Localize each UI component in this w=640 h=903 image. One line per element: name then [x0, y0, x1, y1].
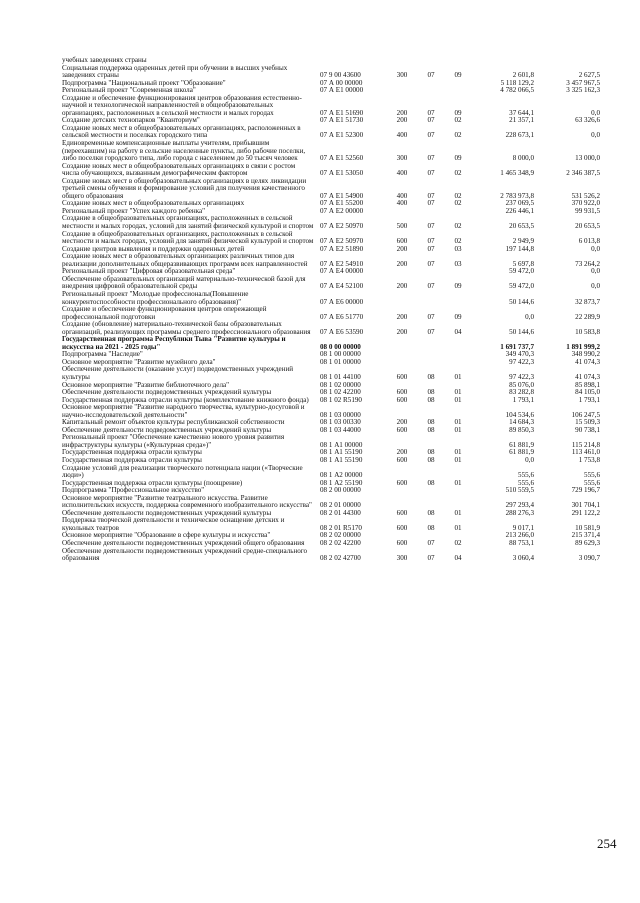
row-code: 08 1 02 00000: [320, 380, 361, 389]
row-subsection: 04: [454, 554, 462, 563]
table-row: [62, 95, 602, 118]
row-sum-year-2: 301 704,1: [571, 501, 600, 510]
row-sum-year-2: 0,0: [591, 244, 600, 253]
table-row: [62, 404, 602, 419]
row-section: 08: [427, 455, 435, 464]
row-sum-year-2: 0,0: [591, 108, 600, 117]
row-code: 08 1 02 42200: [320, 388, 361, 397]
row-code: 07 А 00 00000: [320, 78, 363, 87]
row-expense-type: 600: [396, 388, 408, 397]
row-section: 07: [427, 259, 435, 268]
table-row: [62, 306, 602, 321]
row-sum-year-2: 89 629,3: [575, 539, 600, 547]
row-code: 07 А Е6 00000: [320, 297, 364, 306]
row-sum-year-2: 2 627,5: [578, 71, 600, 80]
table-row: [62, 140, 602, 163]
row-name: Региональный проект "Цифровая образовательная среда": [62, 267, 236, 276]
row-name: Государственная поддержка отрасли культуры (поощрение): [62, 478, 243, 487]
table-row: [62, 465, 602, 480]
row-section: 08: [427, 523, 435, 532]
row-code: 08 1 03 44000: [320, 425, 361, 434]
row-subsection: 01: [454, 455, 462, 464]
row-expense-type: 200: [396, 108, 408, 117]
row-name: Создание в общеобразовательных организациях, расположенных в сельской местности и малых городах, условий для занятий физической культурой и спортом: [62, 214, 314, 231]
row-name: Подпрограмма "Наследие": [62, 350, 143, 359]
row-code: 07 А Е2 51890: [320, 244, 364, 253]
row-name: Создание центров выявления и поддержки одаренных детей: [62, 244, 245, 253]
row-code: 08 1 А1 00000: [320, 440, 363, 449]
row-name: Обеспечение деятельности подведомственных учреждений культуры: [62, 508, 272, 517]
row-section: 08: [427, 448, 435, 457]
row-subsection: 03: [454, 259, 462, 268]
table-row: [62, 163, 602, 178]
row-subsection: 01: [454, 372, 462, 381]
row-name: Подпрограмма "Профессиональное искусство": [62, 486, 205, 495]
row-name: Обеспечение деятельности подведомственных учреждений средне-специального образования: [62, 546, 308, 563]
row-sum-year-1: 0,0: [525, 455, 534, 464]
row-sum-year-2: 0,0: [591, 131, 600, 140]
row-subsection: 09: [454, 108, 462, 117]
row-name: Создание новых мест в общеобразовательных организациях в связи с ростом числа обучающихся, вызванным демографическим фактором: [62, 161, 296, 178]
table-row: [62, 231, 602, 246]
row-code: 07 А Е4 00000: [320, 267, 364, 276]
row-section: 07: [427, 312, 435, 321]
row-section: 08: [427, 372, 435, 381]
row-expense-type: 600: [396, 539, 408, 547]
row-name: Создание новых мест в общеобразовательных организациях в целях ликвидации третьей смены обучения и формирование условий для получения качественного общего образования: [62, 176, 307, 200]
row-name: Региональный проект "Обеспечение качественно нового уровня развития инфраструктуры культуры («Культурная среда»)": [62, 433, 285, 449]
row-name: Создание детских технопарков "Кванториум": [62, 116, 200, 125]
row-name: Подпрограмма "Национальный проект "Образование": [62, 78, 226, 87]
row-sum-year-2: 1 891 999,2: [566, 342, 600, 351]
row-section: 08: [427, 395, 435, 404]
row-sum-year-1: 228 673,1: [505, 131, 534, 140]
row-subsection: 01: [454, 418, 462, 427]
row-subsection: 01: [454, 448, 462, 457]
row-sum-year-2: 370 922,0: [571, 199, 600, 208]
table-row: [62, 434, 602, 449]
row-name: Основное мероприятие "Развитие библиотечного дела": [62, 380, 230, 389]
row-expense-type: 200: [396, 418, 408, 427]
row-sum-year-1: 85 076,0: [509, 380, 534, 389]
row-expense-type: 200: [396, 282, 408, 291]
table-row: [62, 366, 602, 381]
row-sum-year-1: 21 357,1: [509, 116, 534, 125]
row-code: 08 1 03 00330: [320, 418, 361, 427]
row-subsection: 04: [454, 327, 462, 336]
row-section: 08: [427, 478, 435, 487]
table-row: [62, 125, 602, 140]
row-sum-year-2: 1 793,1: [578, 395, 600, 404]
row-section: 08: [427, 425, 435, 434]
row-code: 08 2 01 00000: [320, 501, 361, 510]
row-code: 07 А Е2 50970: [320, 222, 364, 231]
row-code: 08 2 01 44300: [320, 508, 361, 517]
row-name: Обеспечение деятельности (оказание услуг) подведомственных учреждений культуры: [62, 365, 294, 381]
row-name: Государственная программа Республики Тыва "Развитие культуры и искусства на 2021 - 2025 годы": [62, 335, 286, 351]
row-subsection: 02: [454, 169, 462, 178]
row-subsection: 01: [454, 508, 462, 517]
row-section: 07: [427, 154, 435, 163]
row-sum-year-1: 3 060,4: [512, 554, 534, 563]
row-sum-year-1: 349 470,3: [505, 350, 534, 359]
row-code: 07 А Е6 51770: [320, 312, 364, 321]
row-sum-year-2: 41 074,3: [575, 372, 600, 381]
row-sum-year-1: 20 653,5: [509, 222, 534, 231]
row-section: 07: [427, 539, 435, 547]
row-expense-type: 400: [396, 191, 408, 200]
row-code: 08 1 02 R5190: [320, 395, 362, 404]
row-expense-type: 300: [396, 154, 408, 163]
row-sum-year-2: 215 371,4: [571, 531, 600, 540]
row-name: Создание условий для реализации творческого потенциала нации («Творческие люди»): [62, 463, 303, 480]
row-code: 08 2 02 42200: [320, 539, 361, 547]
row-code: 07 А Е1 00000: [320, 86, 364, 95]
row-name: Государственная поддержка отрасли культуры (комплектование книжного фонда): [62, 395, 309, 404]
row-subsection: 02: [454, 222, 462, 231]
row-section: 07: [427, 237, 435, 246]
row-name: Создание новых мест в общеобразовательных организациях, расположенных в сельской местности и поселках городского типа: [62, 123, 301, 140]
page-number: 254: [597, 836, 617, 851]
row-name: Региональный проект "Молодые профессионалы(Повышение конкурентоспособности профессионального образования)": [62, 289, 249, 306]
row-name: Основное мероприятие "Развитие народного творчества, культурно-досуговой и научно-исследовательской деятельности": [62, 403, 305, 419]
table-row: [62, 321, 602, 336]
table-row: [62, 276, 602, 291]
row-expense-type: 300: [396, 71, 408, 80]
row-code: 08 2 01 R5170: [320, 523, 362, 532]
row-subsection: 09: [454, 312, 462, 321]
row-expense-type: 400: [396, 169, 408, 178]
row-code: 08 2 02 00000: [320, 531, 361, 540]
row-expense-type: 600: [396, 372, 408, 381]
row-name: Создание и обеспечение функционирования центров опережающей профессиональной подготовки: [62, 305, 267, 321]
row-name: Создание новых мест в образовательных организациях различных типов для реализации дополнительных общеразвивающих программ всех направленностей: [62, 252, 308, 268]
row-sum-year-1: 555,6: [518, 478, 534, 487]
row-code: 08 1 А2 55190: [320, 478, 363, 487]
row-subsection: 02: [454, 539, 462, 547]
row-code: 08 0 00 00000: [320, 342, 361, 351]
row-name: Обеспечение образовательных организаций материально-технической базой для внедрения цифровой образовательной среды: [62, 274, 306, 291]
row-sum-year-1: 2 949,9: [512, 237, 534, 246]
row-name: Создание (обновление) материально-технической базы образовательных организаций, реализующих программы среднего профессионального образования: [62, 320, 311, 336]
row-expense-type: 600: [396, 395, 408, 404]
row-subsection: 02: [454, 237, 462, 246]
row-sum-year-2: 13 000,0: [575, 154, 600, 163]
row-sum-year-1: 89 850,3: [509, 425, 534, 434]
row-sum-year-1: 2 783 973,8: [500, 191, 534, 200]
row-subsection: 01: [454, 395, 462, 404]
row-subsection: 09: [454, 282, 462, 291]
row-expense-type: 600: [396, 478, 408, 487]
row-section: 08: [427, 508, 435, 517]
row-sum-year-2: 73 264,2: [575, 259, 600, 268]
row-section: 07: [427, 169, 435, 178]
row-sum-year-2: 10 583,8: [575, 327, 600, 336]
row-sum-year-1: 1 465 348,9: [500, 169, 534, 178]
row-name: Создание в общеобразовательных организациях, расположенных в сельской местности и малых городах, условий для занятий физической культурой и спортом: [62, 229, 314, 246]
row-sum-year-2: 3 457 967,5: [566, 78, 600, 87]
table-row: [62, 253, 602, 268]
row-sum-year-2: 32 873,7: [575, 297, 600, 306]
row-expense-type: 500: [396, 222, 408, 231]
row-name: Единовременные компенсационные выплаты учителям, прибывшим (переехавшим) на работу в сельские населенные пункты, либо рабочие поселки, либо поселки городского типа, либо города с населением до 50 тысяч человек: [62, 139, 306, 163]
row-sum-year-2: 0,0: [591, 267, 600, 276]
row-sum-year-2: 729 196,7: [571, 486, 600, 495]
row-subsection: 02: [454, 131, 462, 140]
row-subsection: 01: [454, 478, 462, 487]
row-code: 07 А Е1 52300: [320, 131, 364, 140]
row-name: Капитальный ремонт объектов культуры республиканской собственности: [62, 418, 285, 427]
row-name: Обеспечение деятельности подведомственных учреждений общего образования: [62, 539, 305, 547]
row-sum-year-1: 288 276,3: [505, 508, 534, 517]
row-sum-year-2: 41 074,3: [575, 357, 600, 366]
row-code: 07 А Е1 53050: [320, 169, 364, 178]
row-name: Региональный проект "Успех каждого ребенка": [62, 206, 206, 215]
row-sum-year-1: 9 017,1: [512, 523, 534, 532]
row-subsection: 02: [454, 191, 462, 200]
row-name: Обеспечение деятельности подведомственных учреждений культуры: [62, 388, 272, 397]
row-code: 08 2 00 00000: [320, 486, 361, 495]
row-sum-year-2: 90 738,1: [575, 425, 600, 434]
row-sum-year-1: 4 782 066,5: [500, 86, 534, 95]
row-expense-type: 400: [396, 131, 408, 140]
row-name: Основное мероприятие "Развитие музейного дела": [62, 357, 216, 366]
table-row: [62, 517, 602, 532]
row-name: Обеспечение деятельности подведомственных учреждений культуры: [62, 425, 272, 434]
table-row: [62, 495, 602, 510]
row-sum-year-1: 510 559,5: [505, 486, 534, 495]
row-sum-year-2: 106 247,5: [571, 410, 600, 419]
row-sum-year-1: 0,0: [525, 312, 534, 321]
row-sum-year-1: 14 684,3: [509, 418, 534, 427]
row-sum-year-1: 8 000,0: [512, 154, 534, 163]
row-subsection: 02: [454, 116, 462, 125]
row-sum-year-2: 115 214,8: [571, 440, 600, 449]
row-code: 08 1 01 00000: [320, 357, 361, 366]
row-name: Государственная поддержка отрасли культуры: [62, 448, 202, 457]
row-expense-type: 600: [396, 425, 408, 434]
row-name: Региональный проект "Современная школа": [62, 86, 196, 95]
row-subsection: 02: [454, 199, 462, 208]
row-name: Основное мероприятие "Развитие театрального искусства. Развитие исполнительских искусств, поддержка современного изобразительного искусства": [62, 493, 312, 510]
row-sum-year-1: 1 691 737,7: [500, 342, 534, 351]
row-code: 07 А Е4 52100: [320, 282, 364, 291]
row-sum-year-1: 555,6: [518, 471, 534, 480]
row-section: 07: [427, 116, 435, 125]
row-code: 07 А Е2 54910: [320, 259, 364, 268]
row-code: 07 А Е1 52560: [320, 154, 364, 163]
row-sum-year-2: 15 509,3: [575, 418, 600, 427]
row-code: 07 А Е1 51730: [320, 116, 364, 125]
row-expense-type: 600: [396, 237, 408, 246]
row-section: 07: [427, 191, 435, 200]
row-sum-year-1: 226 446,1: [505, 206, 534, 215]
row-code: 07 А Е1 55200: [320, 199, 364, 208]
row-section: 07: [427, 222, 435, 231]
row-sum-year-1: 104 534,6: [505, 410, 534, 419]
table-row: [62, 178, 602, 201]
row-sum-year-1: 5 118 129,2: [500, 78, 534, 87]
row-sum-year-2: 291 122,2: [571, 508, 600, 517]
row-code: 08 1 А2 00000: [320, 471, 363, 480]
row-sum-year-1: 88 753,1: [509, 539, 534, 547]
row-name: Основное мероприятие "Образование в сфере культуры и искусства": [62, 531, 271, 540]
row-sum-year-2: 2 346 387,5: [566, 169, 600, 178]
row-code: 08 1 А1 55190: [320, 448, 363, 457]
row-code: 08 1 00 00000: [320, 350, 361, 359]
row-sum-year-1: 61 881,9: [509, 440, 534, 449]
row-name: учебных заведениях страны: [62, 56, 147, 64]
row-section: 07: [427, 327, 435, 336]
table-row: [62, 548, 602, 563]
row-sum-year-2: 3 090,7: [578, 554, 600, 563]
row-sum-year-2: 348 990,2: [571, 350, 600, 359]
row-sum-year-1: 97 422,3: [509, 372, 534, 381]
row-code: 07 А Е6 53590: [320, 327, 364, 336]
row-sum-year-1: 213 266,0: [505, 531, 534, 540]
row-sum-year-1: 37 644,1: [509, 108, 534, 117]
row-sum-year-2: 1 753,8: [578, 455, 600, 464]
row-sum-year-2: 22 289,9: [575, 312, 600, 321]
row-section: 07: [427, 199, 435, 208]
row-code: 08 1 01 44100: [320, 372, 361, 381]
budget-table: [62, 57, 602, 563]
row-code: 08 2 02 42700: [320, 554, 361, 563]
row-code: 07 А Е1 54900: [320, 191, 364, 200]
row-sum-year-1: 1 793,1: [512, 395, 534, 404]
row-sum-year-1: 2 601,8: [512, 71, 534, 80]
row-sum-year-2: 6 013,8: [578, 237, 600, 246]
row-expense-type: 200: [396, 327, 408, 336]
table-row: [62, 291, 602, 306]
row-subsection: 01: [454, 425, 462, 434]
row-code: 07 9 00 43600: [320, 71, 361, 80]
row-sum-year-1: 197 144,8: [505, 244, 534, 253]
row-sum-year-1: 50 144,6: [509, 297, 534, 306]
table-row: [62, 215, 602, 230]
row-sum-year-1: 297 293,4: [505, 501, 534, 510]
row-section: 07: [427, 282, 435, 291]
row-expense-type: 600: [396, 455, 408, 464]
row-code: 07 А Е2 00000: [320, 206, 364, 215]
row-sum-year-2: 99 931,5: [575, 206, 600, 215]
row-subsection: 01: [454, 523, 462, 532]
row-expense-type: 200: [396, 116, 408, 125]
row-sum-year-1: 61 881,9: [509, 448, 534, 457]
row-sum-year-2: 3 325 162,3: [566, 86, 600, 95]
row-sum-year-2: 85 898,1: [575, 380, 600, 389]
row-sum-year-1: 5 697,8: [512, 259, 534, 268]
row-subsection: 09: [454, 71, 462, 80]
row-expense-type: 200: [396, 259, 408, 268]
row-sum-year-1: 59 472,0: [509, 282, 534, 291]
row-name: Создание и обеспечение функционирования центров образования естественно-научной и технологической направленностей в общеобразовательных организациях, расположенных в сельской местности и малых городах: [62, 93, 302, 117]
row-expense-type: 200: [396, 312, 408, 321]
row-name: Создание новых мест в общеобразовательных организациях: [62, 199, 245, 208]
row-expense-type: 200: [396, 448, 408, 457]
row-name: Государственная поддержка отрасли культуры: [62, 455, 202, 464]
row-expense-type: 200: [396, 244, 408, 253]
row-sum-year-1: 237 069,5: [505, 199, 534, 208]
row-expense-type: 400: [396, 199, 408, 208]
row-sum-year-1: 50 144,6: [509, 327, 534, 336]
row-sum-year-2: 531 526,2: [571, 191, 600, 200]
row-section: 08: [427, 418, 435, 427]
row-section: 07: [427, 131, 435, 140]
row-section: 07: [427, 244, 435, 253]
row-code: 08 1 А1 55190: [320, 455, 363, 464]
table-row: [62, 336, 602, 351]
row-code: 07 А Е1 51690: [320, 108, 364, 117]
row-subsection: 01: [454, 388, 462, 397]
row-sum-year-2: 63 326,6: [575, 116, 600, 125]
row-name: Социальная поддержка одаренных детей при обучении в высших учебных заведениях страны: [62, 63, 288, 80]
row-expense-type: 600: [396, 508, 408, 517]
row-section: 07: [427, 71, 435, 80]
table-row: [62, 65, 602, 80]
row-name: Поддержка творческой деятельности и техническое оснащение детских и кукольных театров: [62, 516, 285, 532]
row-expense-type: 300: [396, 554, 408, 563]
row-sum-year-2: 84 105,0: [575, 388, 600, 397]
row-code: 07 А Е2 50970: [320, 237, 364, 246]
row-sum-year-2: 10 581,9: [575, 523, 600, 532]
row-code: 08 1 03 00000: [320, 410, 361, 419]
row-sum-year-2: 555,6: [584, 471, 600, 480]
row-section: 07: [427, 108, 435, 117]
row-section: 07: [427, 554, 435, 563]
row-sum-year-1: 83 282,8: [509, 388, 534, 397]
row-subsection: 03: [454, 244, 462, 253]
row-subsection: 09: [454, 154, 462, 163]
row-sum-year-2: 20 653,5: [575, 222, 600, 231]
row-sum-year-2: 555,6: [584, 478, 600, 487]
row-sum-year-1: 97 422,3: [509, 357, 534, 366]
row-sum-year-1: 59 472,0: [509, 267, 534, 276]
row-expense-type: 600: [396, 523, 408, 532]
row-section: 08: [427, 388, 435, 397]
row-sum-year-2: 0,0: [591, 282, 600, 291]
row-sum-year-2: 113 461,0: [571, 448, 600, 457]
